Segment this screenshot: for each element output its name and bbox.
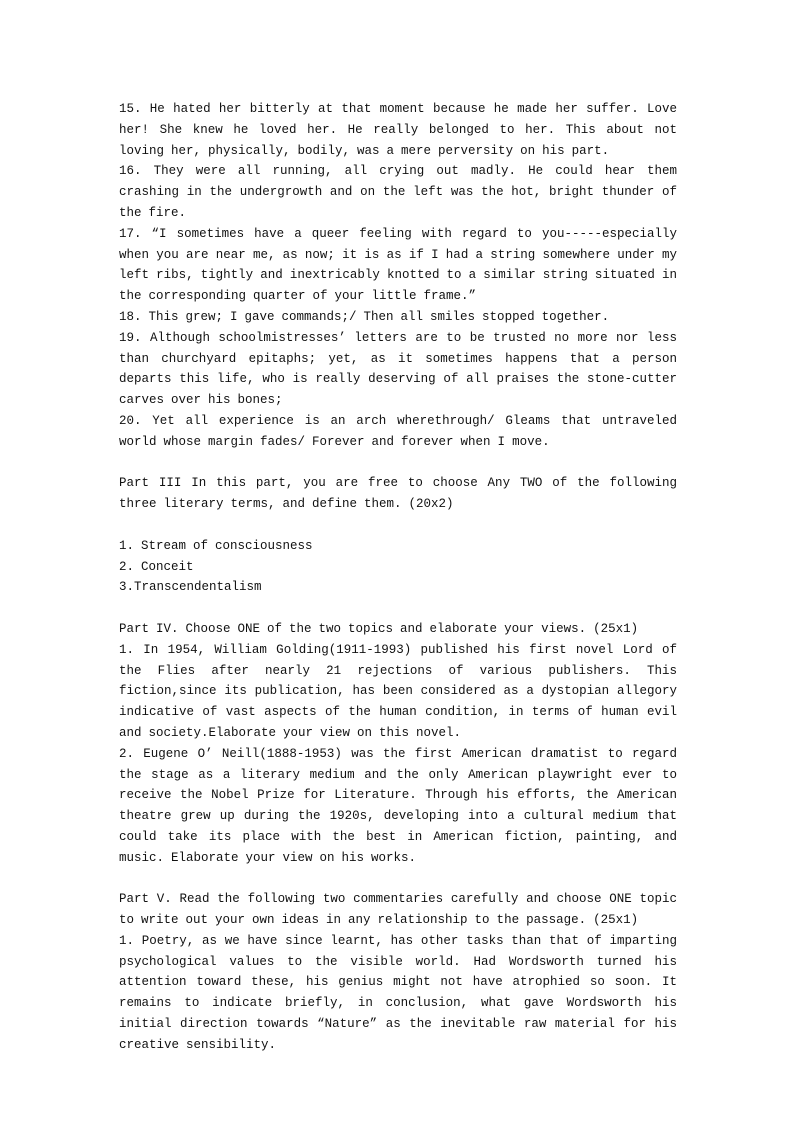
part3-heading: Part III In this part, you are free to choose Any TWO of the following three literary terms, and define them. (20x2) xyxy=(119,476,677,512)
quotation-item-17: 17. “I sometimes have a queer feeling with regard to you-----especially when you are near me, as now; it is as if I had a string somewhere under my left ribs, tightly and inextricably knotted to a similar string situated in the corresponding quarter of your little frame.” xyxy=(119,226,677,304)
document-content xyxy=(119,99,677,1056)
part3-term-1: 1. Stream of consciousness xyxy=(119,538,313,553)
part4-topic-1: 1. In 1954, William Golding(1911-1993) published his first novel Lord of the Flies after nearly 21 rejections of various publishers. This fiction,since its publication, has been considered as a dystopian allegory indicative of vast aspects of the human condition, in terms of human evil and society.Elaborate your view on this novel. xyxy=(119,642,677,740)
part5-topic-1: 1. Poetry, as we have since learnt, has other tasks than that of imparting psychological values to the visible world. Had Wordsworth turned his attention toward these, his genius might not have atrophied so soon. It remains to indicate briefly, in conclusion, what gave Wordsworth his initial direction towards “Nature” as the inevitable raw material for his creative sensibility. xyxy=(119,933,677,1052)
quotation-item-16: 16. They were all running, all crying out madly. He could hear them crashing in the undergrowth and on the left was the hot, bright thunder of the fire. xyxy=(119,164,677,220)
quotation-item-19: 19. Although schoolmistresses’ letters are to be trusted no more nor less than churchyard epitaphs; yet, as it sometimes happens that a person departs this life, who is really deserving of all praises the stone-cutter carves over his bones; xyxy=(119,330,677,408)
part3-term-2: 2. Conceit xyxy=(119,559,194,574)
part3-term-3: 3.Transcendentalism xyxy=(119,580,262,595)
quotation-item-20: 20. Yet all experience is an arch wherethrough/ Gleams that untraveled world whose margin fades/ Forever and forever when I move. xyxy=(119,413,677,449)
part4-topic-2: 2. Eugene O’ Neill(1888-1953) was the first American dramatist to regard the stage as a literary medium and the only American playwright ever to receive the Nobel Prize for Literature. Through his efforts, the American theatre grew up during the 1920s, developing into a cultural medium that could take its place with the best in American fiction, painting, and music. Elaborate your view on his works. xyxy=(119,746,677,865)
part5-heading: Part V. Read the following two commentaries carefully and choose ONE topic to write out your own ideas in any relationship to the passage. (25x1) xyxy=(119,892,677,928)
part4-heading: Part IV. Choose ONE of the two topics and elaborate your views. (25x1) xyxy=(119,621,639,636)
quotation-item-15: 15. He hated her bitterly at that moment because he made her suffer. Love her! She knew he loved her. He really belonged to her. This about not loving her, physically, bodily, was a mere perversity on his part. xyxy=(119,102,677,158)
quotation-item-18: 18. This grew; I gave commands;/ Then all smiles stopped together. xyxy=(119,309,610,324)
